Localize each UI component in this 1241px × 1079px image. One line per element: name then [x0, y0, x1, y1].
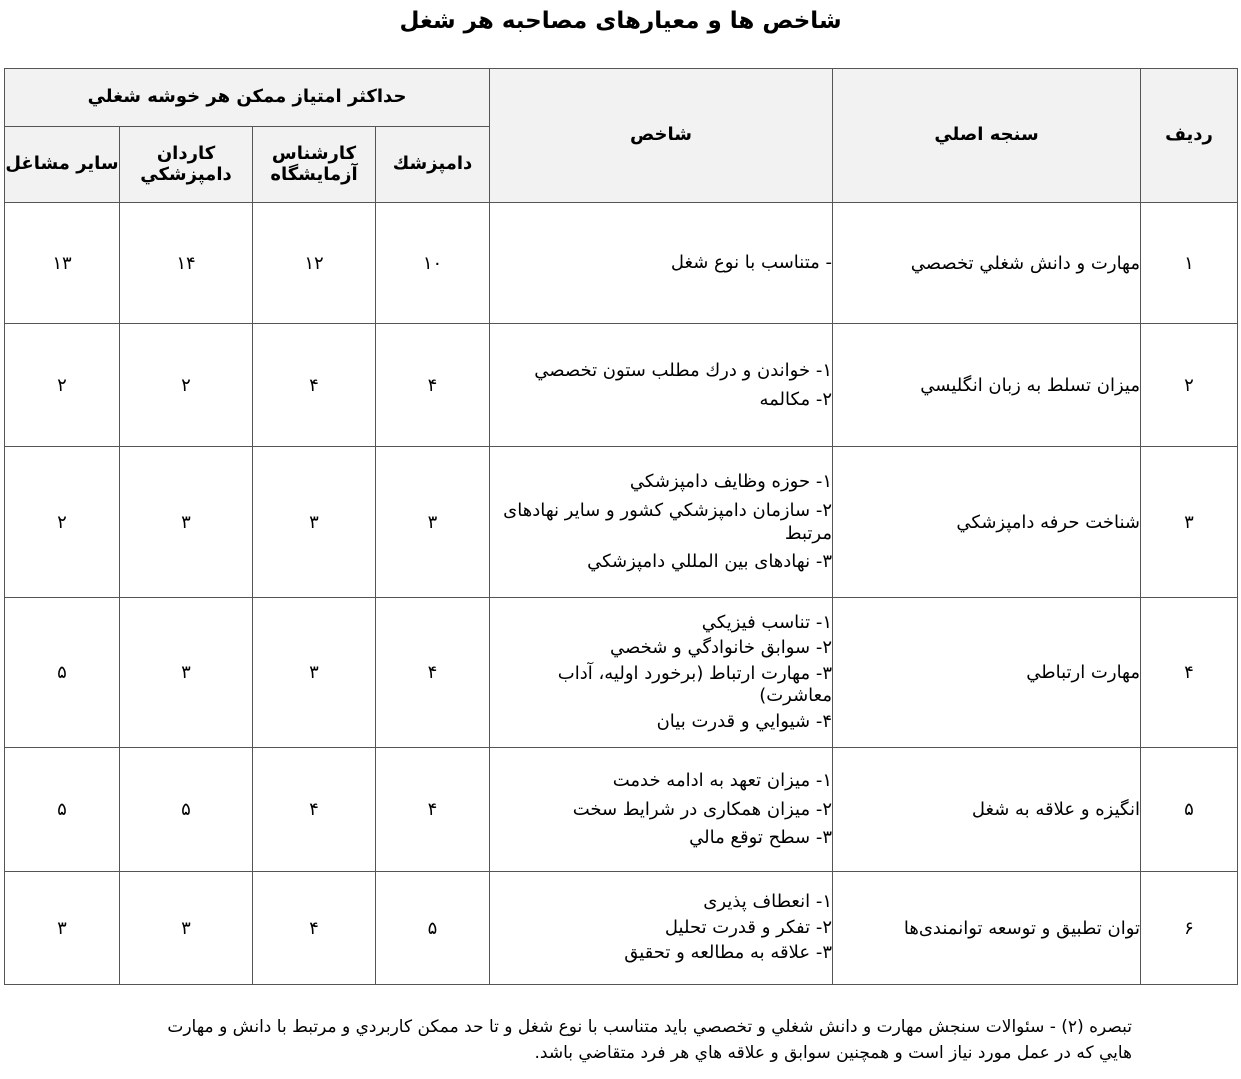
score-vet: ۵: [376, 872, 490, 985]
indicator-item: - متناسب با نوع شغل: [670, 252, 832, 274]
indicator-item: ۱- ميزان تعهد به ادامه خدمت: [612, 770, 832, 792]
table-row: [5, 598, 1238, 748]
indicator-list: [490, 324, 833, 447]
row-number: ۵: [1141, 748, 1238, 872]
main-criterion: میزان تسلط به زبان انگلیسي: [833, 324, 1141, 447]
indicator-item: ۴- شيوايي و قدرت بيان: [656, 710, 832, 732]
indicator-item: ۳- نهادهای بين المللي دامپزشکي: [587, 551, 832, 573]
score-other: ۱۳: [5, 203, 120, 324]
header-other-jobs: سایر مشاغل: [5, 127, 120, 203]
table-row: [5, 748, 1238, 872]
header-max-score-group: حداکثر امتیاز ممکن هر خوشه شغلي: [5, 69, 490, 127]
table-row: [5, 324, 1238, 447]
main-criterion: مهارت ارتباطي: [833, 598, 1141, 748]
table-row: [5, 872, 1238, 985]
indicator-item: ۲- تفکر و قدرت تحليل: [664, 916, 832, 938]
header-main-criterion: سنجه اصلي: [833, 69, 1141, 203]
header-indicator: شاخص: [490, 69, 833, 203]
score-vet: ۴: [376, 598, 490, 748]
indicator-item: ۲- سازمان دامپزشکي کشور و ساير نهادهای مرتبط: [503, 499, 832, 544]
score-lab: ۳: [253, 447, 376, 598]
indicator-list: [490, 748, 833, 872]
row-number: ۴: [1141, 598, 1238, 748]
indicator-list: [490, 203, 833, 324]
row-number: ۶: [1141, 872, 1238, 985]
score-other: ۵: [5, 598, 120, 748]
criteria-table: [4, 68, 1238, 985]
table-row: [5, 447, 1238, 598]
main-criterion: توان تطبيق و توسعه توانمندی‌ها: [833, 872, 1141, 985]
indicator-list: [490, 872, 833, 985]
table-row: [5, 203, 1238, 324]
footnote: تبصره (۲) - سئوالات سنجش مهارت و دانش شغلي و تخصصي بايد متناسب با نوع شغل و تا حد ممکن کاربردي و مرتبط با دانش و مهارت هايي که در عمل مورد نياز است و همچنين سوابق و علاقه هاي هر فرد متقاضي باشد.: [167, 1017, 1132, 1063]
score-lab: ۴: [253, 324, 376, 447]
indicator-item: ۳- مهارت ارتباط (برخورد اوليه، آداب معاشرت): [557, 662, 832, 707]
score-lab: ۳: [253, 598, 376, 748]
indicator-item: ۲- سوابق خانوادگي و شخصي: [610, 637, 832, 659]
score-lab: ۴: [253, 872, 376, 985]
score-lab: ۱۲: [253, 203, 376, 324]
score-vet: ۱۰: [376, 203, 490, 324]
indicator-item: ۳- علاقه به مطالعه و تحقيق: [624, 942, 832, 964]
indicator-list: [490, 598, 833, 748]
score-tech: ۳: [120, 447, 253, 598]
score-other: ۳: [5, 872, 120, 985]
main-criterion: انگيزه و علاقه به شغل: [833, 748, 1141, 872]
score-tech: ۳: [120, 598, 253, 748]
indicator-item: ۲- ميزان همکاری در شرايط سخت: [572, 798, 832, 820]
header-row-number: رديف: [1141, 69, 1238, 203]
main-criterion: مهارت و دانش شغلي تخصصي: [833, 203, 1141, 324]
row-number: ۳: [1141, 447, 1238, 598]
indicator-item: ۱- انعطاف پذيری: [703, 891, 832, 913]
page-title: شاخص ها و معیارهای مصاحبه هر شغل: [399, 8, 842, 34]
score-vet: ۴: [376, 748, 490, 872]
indicator-item: ۲- مکالمه: [759, 388, 832, 410]
indicator-item: ۳- سطح توقع مالي: [689, 827, 832, 849]
main-criterion: شناخت حرفه دامپزشکي: [833, 447, 1141, 598]
score-tech: ۱۴: [120, 203, 253, 324]
score-tech: ۵: [120, 748, 253, 872]
row-number: ۲: [1141, 324, 1238, 447]
score-vet: ۳: [376, 447, 490, 598]
indicator-item: ۱- تناسب فيزيکي: [701, 611, 832, 633]
score-tech: ۲: [120, 324, 253, 447]
score-other: ۵: [5, 748, 120, 872]
indicator-item: ۱- خواندن و درك مطلب ستون تخصصي: [534, 360, 832, 382]
score-tech: ۳: [120, 872, 253, 985]
score-other: ۲: [5, 447, 120, 598]
header-vet: دامپزشك: [376, 127, 490, 203]
row-number: ۱: [1141, 203, 1238, 324]
score-other: ۲: [5, 324, 120, 447]
score-vet: ۴: [376, 324, 490, 447]
indicator-list: [490, 447, 833, 598]
score-lab: ۴: [253, 748, 376, 872]
indicator-item: ۱- حوزه وظايف دامپزشکي: [629, 471, 832, 493]
header-lab-expert: کارشناس آزمایشگاه: [253, 127, 376, 203]
header-vet-technician: کاردان دامپزشکي: [120, 127, 253, 203]
